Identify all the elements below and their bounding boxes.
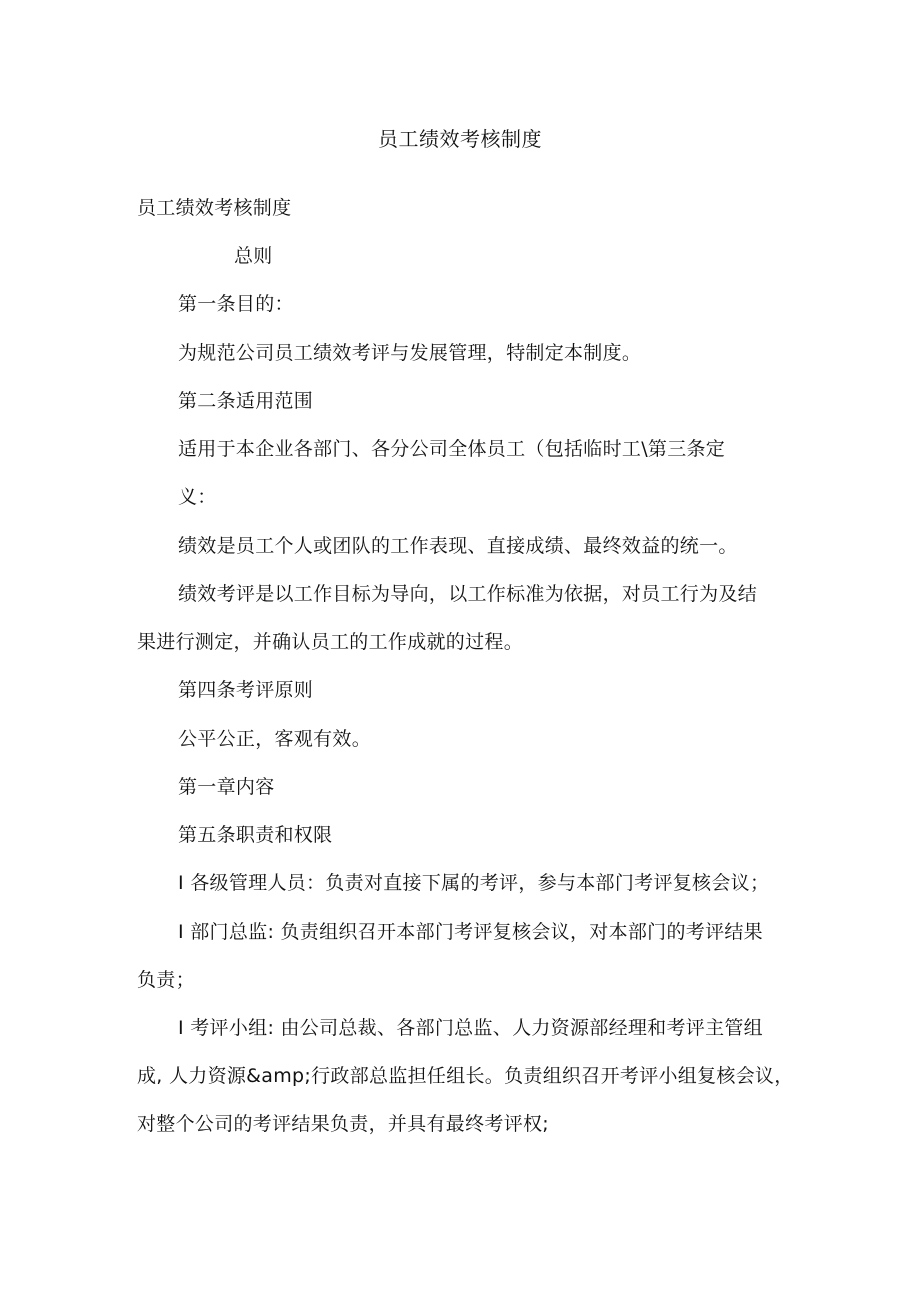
article-2-heading: 第二条适用范围 [178, 390, 314, 412]
doc-heading: 员工绩效考核制度 [137, 197, 292, 219]
article-3-text-1: 绩效是员工个人或团队的工作表现、直接成绩、最终效益的统一。 [178, 535, 738, 557]
chapter-1-heading: 第一章内容 [178, 776, 275, 798]
article-3-text-2: 绩效考评是以工作目标为导向，以工作标准为依据，对员工行为及结 [178, 583, 758, 605]
article-3-heading-cont: 义： [178, 486, 217, 508]
article-4-text: 公平公正，客观有效。 [178, 728, 372, 750]
article-1-text: 为规范公司员工绩效考评与发展管理，特制定本制度。 [178, 342, 642, 364]
article-2-text: 适用于本企业各部门、各分公司全体员工（包括临时工\第三条定 [178, 438, 726, 460]
document-title: 员工绩效考核制度 [378, 127, 542, 151]
article-3-text-2-cont: 果进行测定，并确认员工的工作成就的过程。 [137, 631, 524, 653]
duty-directors-cont: 负责； [137, 969, 195, 991]
article-5-heading: 第五条职责和权限 [178, 824, 333, 846]
section-general: 总则 [234, 245, 273, 267]
duty-committee-cont-2: 对整个公司的考评结果负责，并具有最终考评权; [137, 1113, 550, 1135]
duty-managers: I 各级管理人员：负责对直接下属的考评，参与本部门考评复核会议； [178, 872, 770, 894]
article-1-heading: 第一条目的： [178, 293, 294, 315]
duty-directors: I 部门总监: 负责组织召开本部门考评复核会议，对本部门的考评结果 [178, 921, 763, 943]
duty-committee-cont-1: 成, 人力资源&amp;行政部总监担任组长。负责组织召开考评小组复核会议， [137, 1065, 794, 1087]
article-4-heading: 第四条考评原则 [178, 679, 314, 701]
duty-committee: I 考评小组: 由公司总裁、各部门总监、人力资源部经理和考评主管组 [178, 1017, 763, 1039]
